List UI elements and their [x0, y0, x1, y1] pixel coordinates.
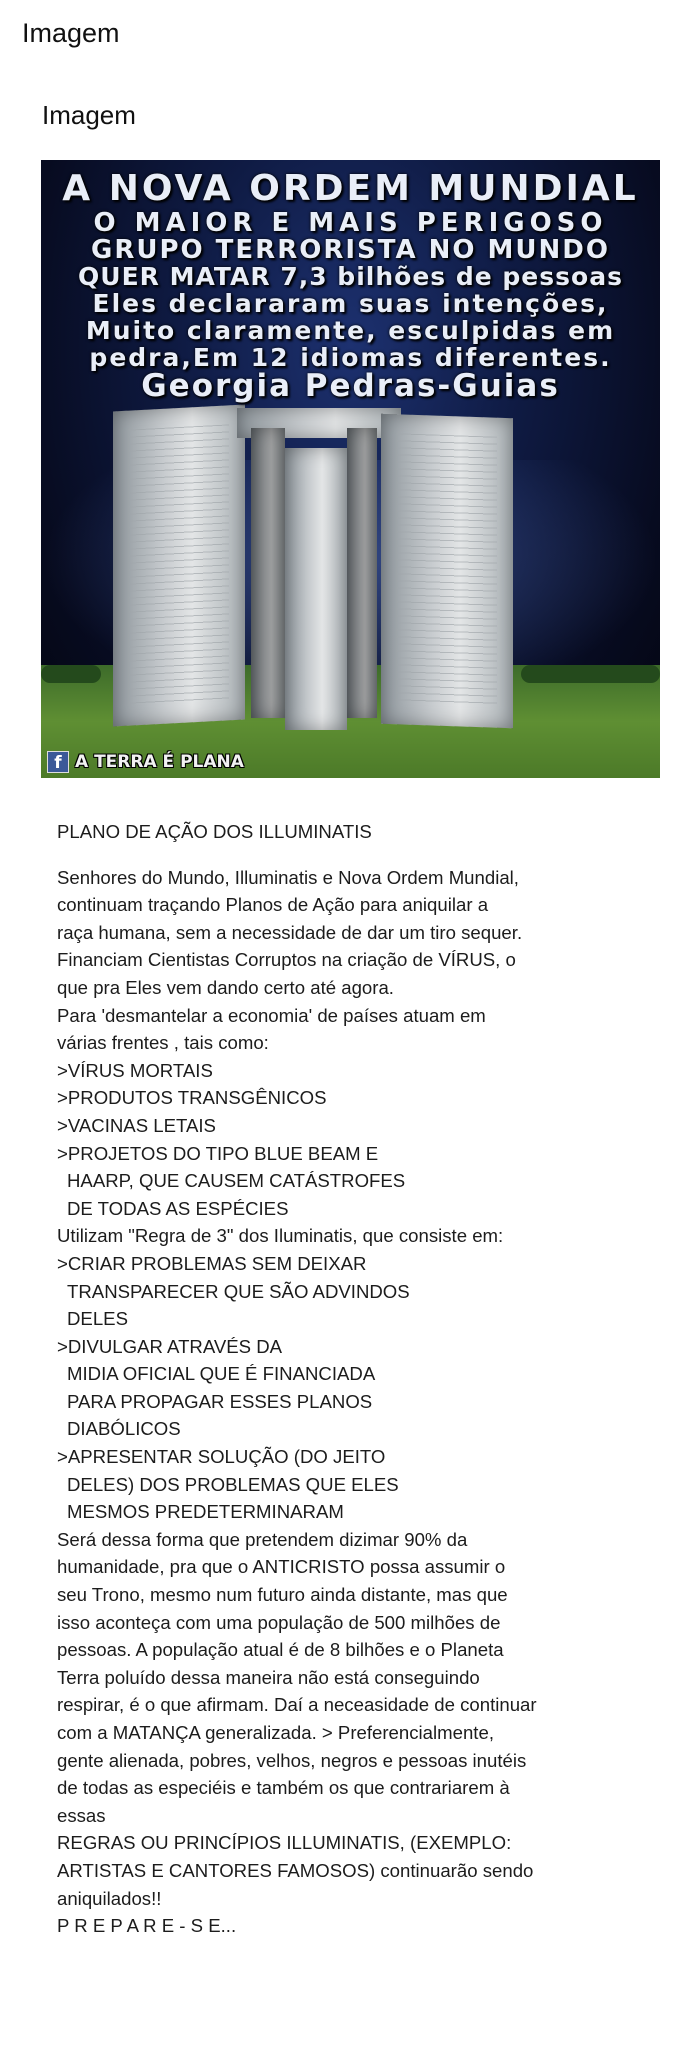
section-title: Imagem	[42, 100, 136, 130]
center-stone	[285, 448, 347, 730]
left-stone	[113, 405, 245, 727]
hedge	[521, 665, 660, 683]
text-line: Será dessa forma que pretendem dizimar 90% da	[57, 1528, 468, 1550]
left-inner-stone	[251, 428, 285, 718]
list-item: >CRIAR PROBLEMAS SEM DEIXAR	[57, 1252, 367, 1274]
list-item: >APRESENTAR SOLUÇÃO (DO JEITO	[57, 1446, 386, 1468]
facebook-icon: f	[47, 751, 69, 773]
text-line: Para 'desmantelar a economia' de países atuam em	[57, 1004, 486, 1026]
poster-image[interactable]	[41, 160, 660, 778]
poster-line: QUER MATAR 7,3 bilhões de pessoas	[78, 262, 623, 291]
text-line: gente alienada, pobres, velhos, negros e pessoas inutéis	[57, 1749, 527, 1771]
article-body	[57, 818, 617, 1940]
article-heading: PLANO DE AÇÃO DOS ILLUMINATIS	[57, 821, 372, 842]
poster-line: Muito claramente, esculpidas em	[85, 316, 616, 345]
text-line: que pra Eles vem dando certo até agora.	[57, 976, 394, 998]
list-item: >VACINAS LETAIS	[57, 1114, 216, 1136]
right-inner-stone	[347, 428, 377, 718]
list-item: TRANSPARECER QUE SÃO ADVINDOS	[67, 1280, 410, 1302]
text-line: aniquilados!!	[57, 1887, 162, 1909]
hedge	[41, 665, 101, 683]
poster-line: GRUPO TERRORISTA NO MUNDO	[91, 235, 610, 265]
list-item: MIDIA OFICIAL QUE É FINANCIADA	[67, 1363, 376, 1385]
list-item: MESMOS PREDETERMINARAM	[67, 1501, 344, 1523]
right-stone	[381, 414, 513, 729]
watermark-text: A TERRA É PLANA	[75, 752, 244, 772]
list-item: DELES	[67, 1308, 128, 1330]
text-line: Utilizam "Regra de 3" dos Iluminatis, que consiste em:	[57, 1225, 504, 1247]
list-item: DE TODAS AS ESPÉCIES	[67, 1197, 289, 1219]
text-line: essas	[57, 1804, 106, 1826]
list-item: >DIVULGAR ATRAVÉS DA	[57, 1335, 283, 1357]
text-line: de todas as especiéis e também os que contrariarem à	[57, 1777, 510, 1799]
text-line: ARTISTAS E CANTORES FAMOSOS) continuarão sendo	[57, 1859, 534, 1881]
list-item: DELES) DOS PROBLEMAS QUE ELES	[67, 1473, 399, 1495]
list-item: HAARP, QUE CAUSEM CATÁSTROFES	[67, 1170, 406, 1192]
poster-line: pedra,Em 12 idiomas diferentes.	[89, 343, 612, 372]
watermark	[47, 750, 244, 774]
text-line: REGRAS OU PRINCÍPIOS ILLUMINATIS, (EXEMPLO:	[57, 1832, 512, 1854]
text-line: Financiam Cientistas Corruptos na criação de VÍRUS, o	[57, 949, 516, 971]
text-line: Terra poluído dessa maneira não está conseguindo	[57, 1666, 480, 1688]
poster-line: Eles declararam suas intenções,	[92, 289, 609, 318]
text-line: isso aconteça com uma população de 500 milhões de	[57, 1611, 501, 1633]
list-item: PARA PROPAGAR ESSES PLANOS	[67, 1390, 373, 1412]
text-line: pessoas. A população atual é de 8 bilhões e o Planeta	[57, 1639, 504, 1661]
text-line: raça humana, sem a necessidade de dar um tiro sequer.	[57, 921, 523, 943]
closing-line: P R E P A R E - S E...	[57, 1915, 237, 1937]
list-item: >PRODUTOS TRANSGÊNICOS	[57, 1087, 327, 1109]
list-item: DIABÓLICOS	[67, 1418, 181, 1440]
text-line: respirar, é o que afirmam. Daí a neceasidade de continuar	[57, 1694, 537, 1716]
text-line: várias frentes , tais como:	[57, 1032, 269, 1054]
text-line: com a MATANÇA generalizada. > Preferencialmente,	[57, 1722, 494, 1743]
poster-line: A NOVA ORDEM MUNDIAL	[62, 168, 639, 209]
poster-line: O MAIOR E MAIS PERIGOSO	[93, 208, 608, 238]
text-line: humanidade, pra que o ANTICRISTO possa assumir o	[57, 1556, 506, 1578]
text-line: seu Trono, mesmo num futuro ainda distante, mas que	[57, 1584, 508, 1606]
poster-line: Georgia Pedras-Guias	[141, 368, 560, 404]
list-item: >PROJETOS DO TIPO BLUE BEAM E	[57, 1142, 379, 1164]
text-line: continuam traçando Planos de Ação para aniquilar a	[57, 894, 489, 916]
text-line: Senhores do Mundo, Illuminatis e Nova Ordem Mundial,	[57, 866, 519, 888]
page-title: Imagem	[22, 18, 120, 48]
list-item: >VÍRUS MORTAIS	[57, 1059, 213, 1081]
